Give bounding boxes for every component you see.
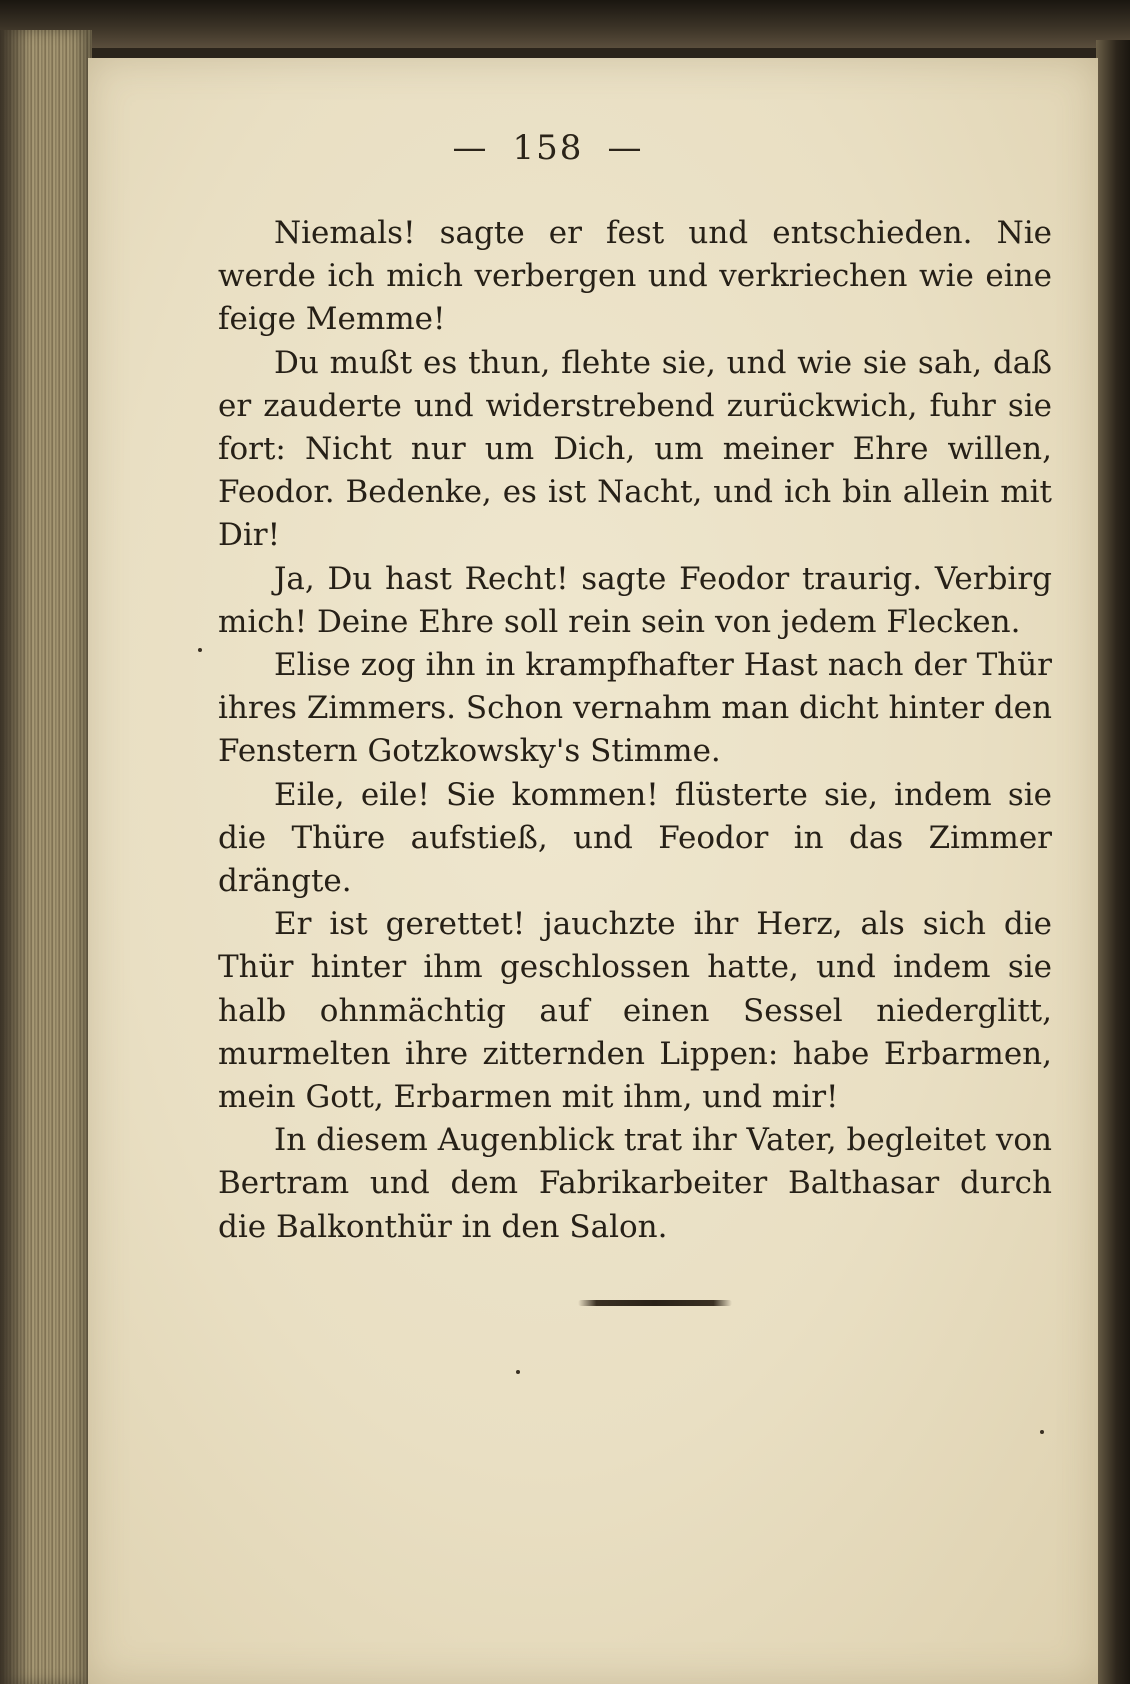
paragraph: In diesem Augenblick trat ihr Vater, begleitet von Bertram und dem Fabrikarbeiter Balthasar durch die Balkonthür in den Salon.	[218, 1122, 1052, 1245]
paper-speck	[198, 648, 202, 652]
page-number: 158	[512, 128, 584, 168]
paper-speck	[516, 1370, 520, 1374]
paragraph: Elise zog ihn in krampfhafter Hast nach der Thür ihres Zimmers. Schon vernahm man dicht hinter den Fenstern Gotzkowsky's Stimme.	[218, 647, 1052, 770]
header-dash-right: —	[607, 128, 644, 168]
chapter-end-rule	[578, 1300, 732, 1306]
paragraph: Eile, eile! Sie kommen! flüsterte sie, indem sie die Thüre aufstieß, und Feodor in das Zimmer drängte.	[218, 776, 1052, 900]
paper-speck	[1040, 1430, 1044, 1434]
paragraph: Ja, Du hast Recht! sagte Feodor traurig. Verbirg mich! Deine Ehre soll rein sein von jedem Flecken.	[218, 560, 1052, 640]
fore-edge-shadow	[0, 30, 30, 1684]
paragraph: Er ist gerettet! jauchzte ihr Herz, als sich die Thür hinter ihm geschlossen hatte, und indem sie halb ohnmächtig auf einen Sessel niederglitt, murmelten ihre zitternden Lippen: habe Erbarmen, mein Gott, Erbarmen mit ihm, und mir!	[218, 906, 1052, 1116]
paragraph: Du mußt es thun, flehte sie, und wie sie sah, daß er zauderte und widerstrebend zurückwich, fuhr sie fort: Nicht nur um Dich, um meiner Ehre willen, Feodor. Bedenke, es ist Nacht, und ich bin allein mit Dir!	[218, 344, 1052, 554]
body-text	[218, 212, 1052, 1249]
book-top-edge	[0, 0, 1130, 48]
paragraph: Niemals! sagte er fest und entschieden. Nie werde ich mich verbergen und verkriechen wie eine feige Memme!	[218, 215, 1052, 338]
page-header	[0, 128, 1096, 168]
book-gutter	[1096, 40, 1130, 1684]
header-dash-left: —	[452, 128, 489, 168]
